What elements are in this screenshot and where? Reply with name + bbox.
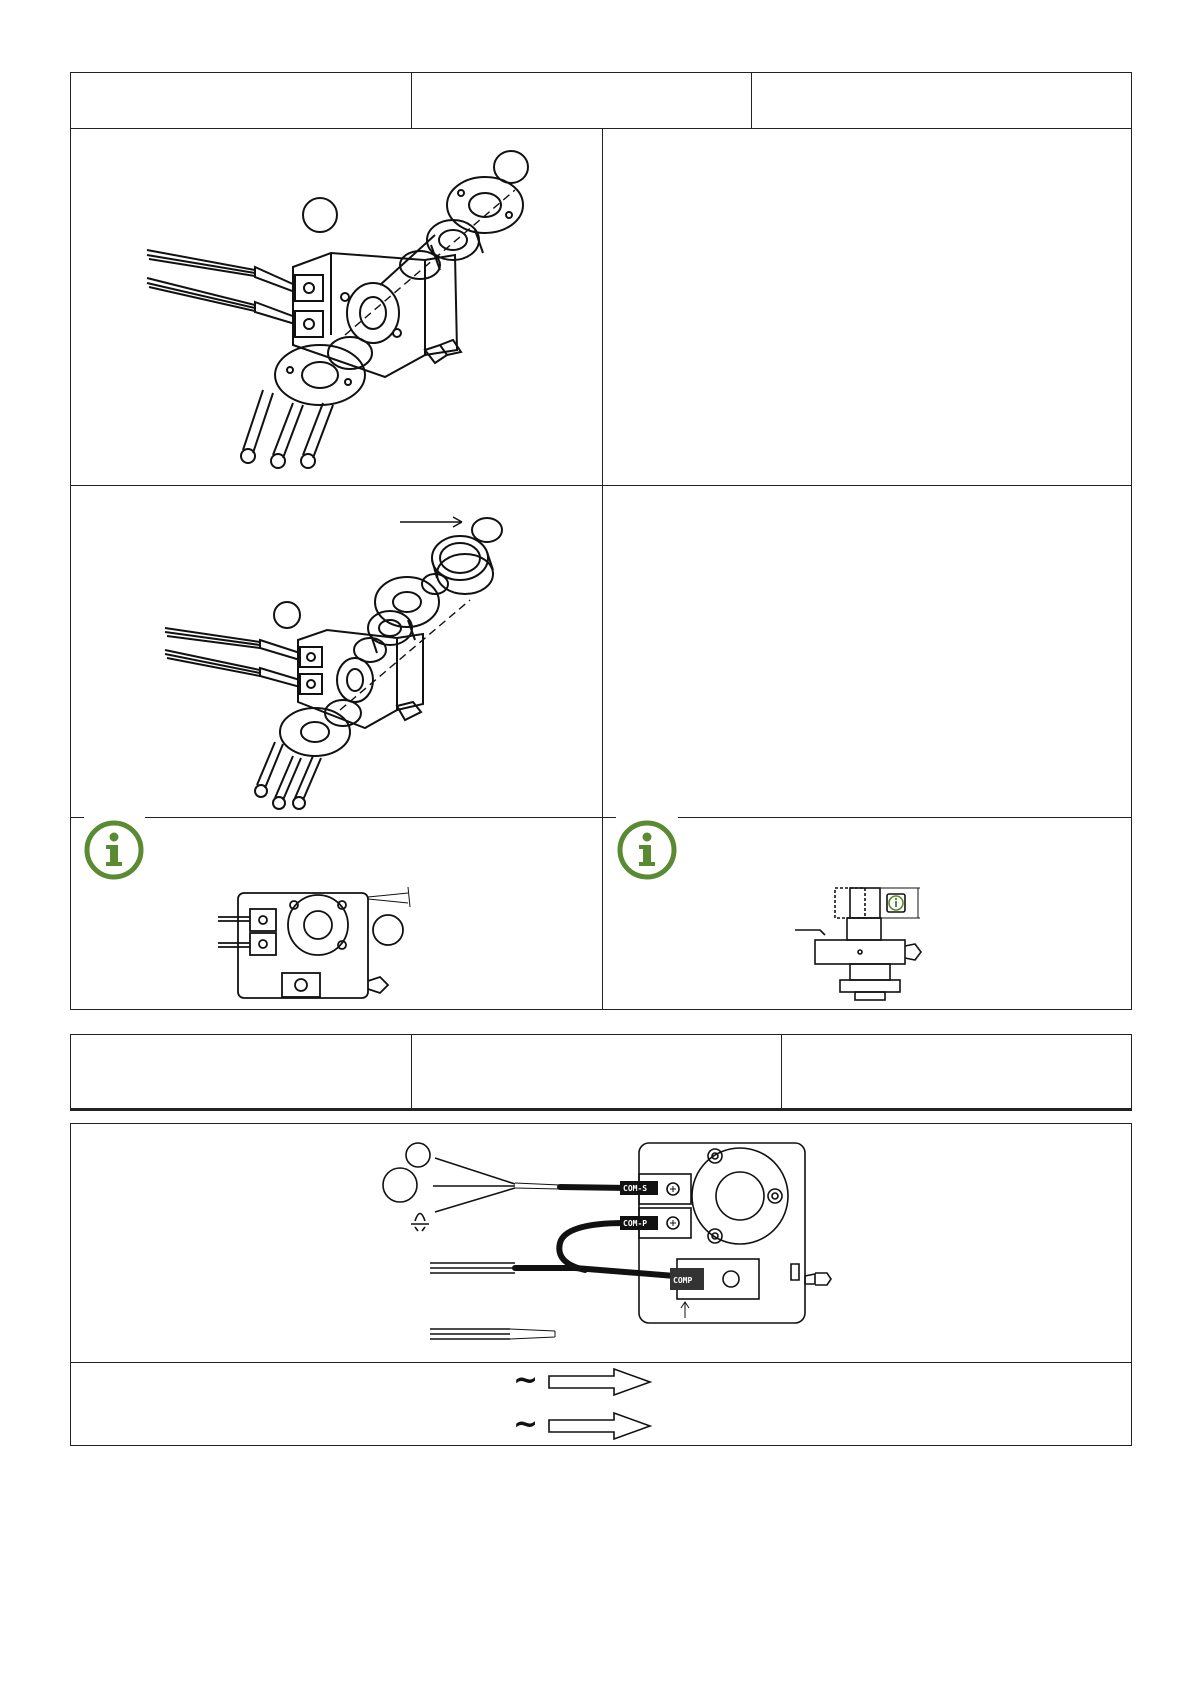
valve-front-view-figure bbox=[218, 885, 418, 1003]
procedure-row-divider bbox=[70, 485, 1132, 486]
header-divider bbox=[411, 72, 412, 129]
header-table bbox=[70, 72, 1132, 129]
connector-label-com-p-text: COM-P bbox=[623, 1219, 648, 1228]
valve-side-view-figure bbox=[795, 880, 955, 1005]
info-icon bbox=[84, 820, 144, 880]
section2-header-table bbox=[70, 1034, 1132, 1110]
arrow-right-icon bbox=[548, 1368, 652, 1396]
procedure-column-divider bbox=[602, 128, 603, 1010]
ac-symbol: ~ bbox=[513, 1407, 539, 1442]
info-row-divider bbox=[602, 817, 616, 818]
section2-header-rule bbox=[70, 1108, 1132, 1111]
info-row-divider bbox=[678, 817, 1132, 818]
ac-symbol: ~ bbox=[513, 1363, 539, 1398]
arrow-right-icon bbox=[548, 1412, 652, 1440]
connector-label-comp-text: COMP bbox=[673, 1276, 693, 1285]
section2-header-divider bbox=[411, 1034, 412, 1110]
exploded-valve-assembly-with-cap-figure bbox=[165, 510, 565, 810]
connector-label-com-s-text: COM-S bbox=[623, 1184, 648, 1193]
section2-header-divider bbox=[781, 1034, 782, 1110]
exploded-valve-assembly-figure bbox=[135, 145, 555, 475]
header-divider bbox=[751, 72, 752, 129]
info-row-divider bbox=[145, 817, 602, 818]
wiring-diagram-figure bbox=[375, 1128, 835, 1358]
info-row-divider bbox=[70, 817, 84, 818]
wiring-row-divider bbox=[70, 1362, 1132, 1363]
info-icon bbox=[617, 820, 677, 880]
